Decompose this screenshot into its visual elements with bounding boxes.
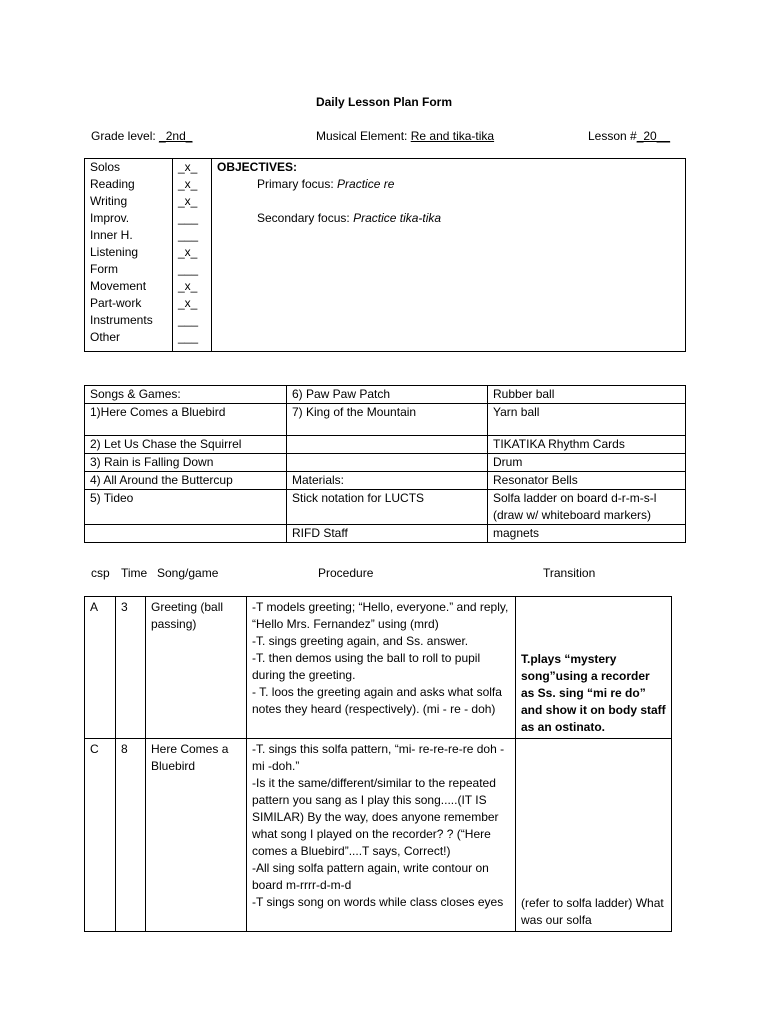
header-song: Song/game — [157, 566, 219, 580]
page-title: Daily Lesson Plan Form — [315, 95, 453, 109]
songs-cell: 1)Here Comes a Bluebird — [85, 404, 287, 436]
procedure-step: -All sing solfa pattern again, write contour on board m-rrrr-d-m-d — [252, 861, 489, 892]
lesson-number — [588, 128, 670, 145]
skills-objectives-table — [84, 158, 686, 352]
procedure-step: -T. sings this solfa pattern, “mi- re-re-re-re doh -mi -doh.” — [252, 742, 505, 773]
skills-marks — [173, 159, 212, 352]
songs-cell: Stick notation for LUCTS — [287, 490, 488, 525]
skill-mark: _x_ — [178, 245, 198, 259]
procedure-table — [84, 596, 672, 932]
skill-item: Part-work — [90, 296, 142, 310]
header-procedure: Procedure — [318, 566, 374, 580]
song-cell: Here Comes a Bluebird — [146, 739, 247, 932]
skill-mark: ___ — [178, 330, 199, 344]
songs-cell: 5) Tideo — [85, 490, 287, 525]
header-transition: Transition — [543, 566, 596, 580]
transition-cell — [516, 597, 672, 739]
time-cell: 8 — [116, 739, 146, 932]
transition-cell — [516, 739, 672, 932]
materials-cell: Drum — [488, 454, 686, 472]
materials-cell: Resonator Bells — [488, 472, 686, 490]
songs-cell: 3) Rain is Falling Down — [85, 454, 287, 472]
songs-cell: RIFD Staff — [287, 525, 488, 543]
skill-item: Other — [90, 330, 121, 344]
table-row — [85, 436, 686, 454]
table-row — [85, 454, 686, 472]
musical-element-value: Re and tika-tika — [410, 129, 495, 143]
procedure-step: -Is it the same/different/similar to the repeated pattern you sang as I play this song.....(IT IS SIMILAR) By the way, does anyone remember what song I played on the recorder? ? (“Here comes a Bluebird”....T says, Correct!) — [252, 776, 499, 858]
materials-cell: Rubber ball — [488, 386, 686, 404]
primary-focus-label: Primary focus: — [257, 177, 334, 191]
grade-level-label: Grade level: — [91, 129, 156, 143]
table-row — [85, 739, 672, 932]
procedure-step: - T. loos the greeting again and asks what solfa notes they heard (respectively). (mi - re - doh) — [252, 685, 502, 716]
skill-item: Solos — [90, 160, 121, 174]
transition-text: T.plays “mystery song”using a recorder as Ss. sing “mi re do” and show it on body staff as an ostinato. — [521, 652, 666, 734]
procedure-cell — [247, 739, 516, 932]
song-cell: Greeting (ball passing) — [146, 597, 247, 739]
lesson-number-label: Lesson # — [588, 129, 637, 143]
skill-item: Inner H. — [90, 228, 133, 242]
table-row — [85, 525, 686, 543]
procedure-step: -T. then demos using the ball to roll to pupil during the greeting. — [252, 651, 481, 682]
songs-cell: 7) King of the Mountain — [287, 404, 488, 436]
skill-mark: ___ — [178, 211, 199, 225]
songs-cell: 2) Let Us Chase the Squirrel — [85, 436, 287, 454]
skill-item: Form — [90, 262, 118, 276]
materials-cell: TIKATIKA Rhythm Cards — [488, 436, 686, 454]
secondary-focus-label: Secondary focus: — [257, 211, 350, 225]
time-cell: 3 — [116, 597, 146, 739]
songs-cell: 6) Paw Paw Patch — [287, 386, 488, 404]
procedure-step: -T models greeting; “Hello, everyone.” and reply, “Hello Mrs. Fernandez” using (mrd) — [252, 600, 509, 631]
procedure-step: -T sings song on words while class closes eyes — [252, 895, 504, 909]
table-row — [85, 597, 672, 739]
lesson-number-value: _20__ — [636, 129, 671, 143]
skill-item: Writing — [90, 194, 128, 208]
skill-item: Reading — [90, 177, 135, 191]
secondary-focus — [217, 210, 680, 227]
primary-focus — [217, 176, 680, 193]
skill-item: Instruments — [90, 313, 153, 327]
songs-cell: 4) All Around the Buttercup — [85, 472, 287, 490]
procedure-cell — [247, 597, 516, 739]
musical-element — [316, 128, 494, 145]
skill-mark: _x_ — [178, 160, 198, 174]
transition-text: (refer to solfa ladder) What was our solfa — [521, 896, 664, 927]
skill-mark: ___ — [178, 313, 199, 327]
songs-cell: Materials: — [287, 472, 488, 490]
skill-mark: _x_ — [178, 279, 198, 293]
skill-item: Listening — [90, 245, 139, 259]
skill-mark: ___ — [178, 228, 199, 242]
procedure-step: -T. sings greeting again, and Ss. answer. — [252, 634, 469, 648]
table-row — [85, 472, 686, 490]
skill-mark: _x_ — [178, 296, 198, 310]
skill-item: Improv. — [90, 211, 130, 225]
table-row — [85, 490, 686, 525]
secondary-focus-value: Practice tika-tika — [353, 211, 442, 225]
skill-mark: _x_ — [178, 194, 198, 208]
songs-materials-table — [84, 385, 686, 543]
materials-cell: Solfa ladder on board d-r-m-s-l (draw w/ whiteboard markers) — [488, 490, 686, 525]
songs-cell — [287, 454, 488, 472]
table-row — [85, 386, 686, 404]
materials-cell: magnets — [488, 525, 686, 543]
header-time: Time — [121, 566, 148, 580]
grade-level-value: _2nd_ — [159, 129, 193, 143]
songs-cell — [287, 436, 488, 454]
materials-cell: Yarn ball — [488, 404, 686, 436]
songs-cell — [85, 525, 287, 543]
csp-cell: A — [85, 597, 116, 739]
grade-level — [91, 128, 192, 145]
skill-mark: ___ — [178, 262, 199, 276]
skills-list — [85, 159, 173, 352]
objectives-cell — [212, 159, 686, 352]
primary-focus-value: Practice re — [337, 177, 395, 191]
songs-cell: Songs & Games: — [85, 386, 287, 404]
objectives-heading: OBJECTIVES: — [217, 160, 298, 174]
csp-cell: C — [85, 739, 116, 932]
table-row — [85, 404, 686, 436]
skill-item: Movement — [90, 279, 147, 293]
musical-element-label: Musical Element: — [316, 129, 408, 143]
skill-mark: _x_ — [178, 177, 198, 191]
header-csp: csp — [91, 566, 110, 580]
